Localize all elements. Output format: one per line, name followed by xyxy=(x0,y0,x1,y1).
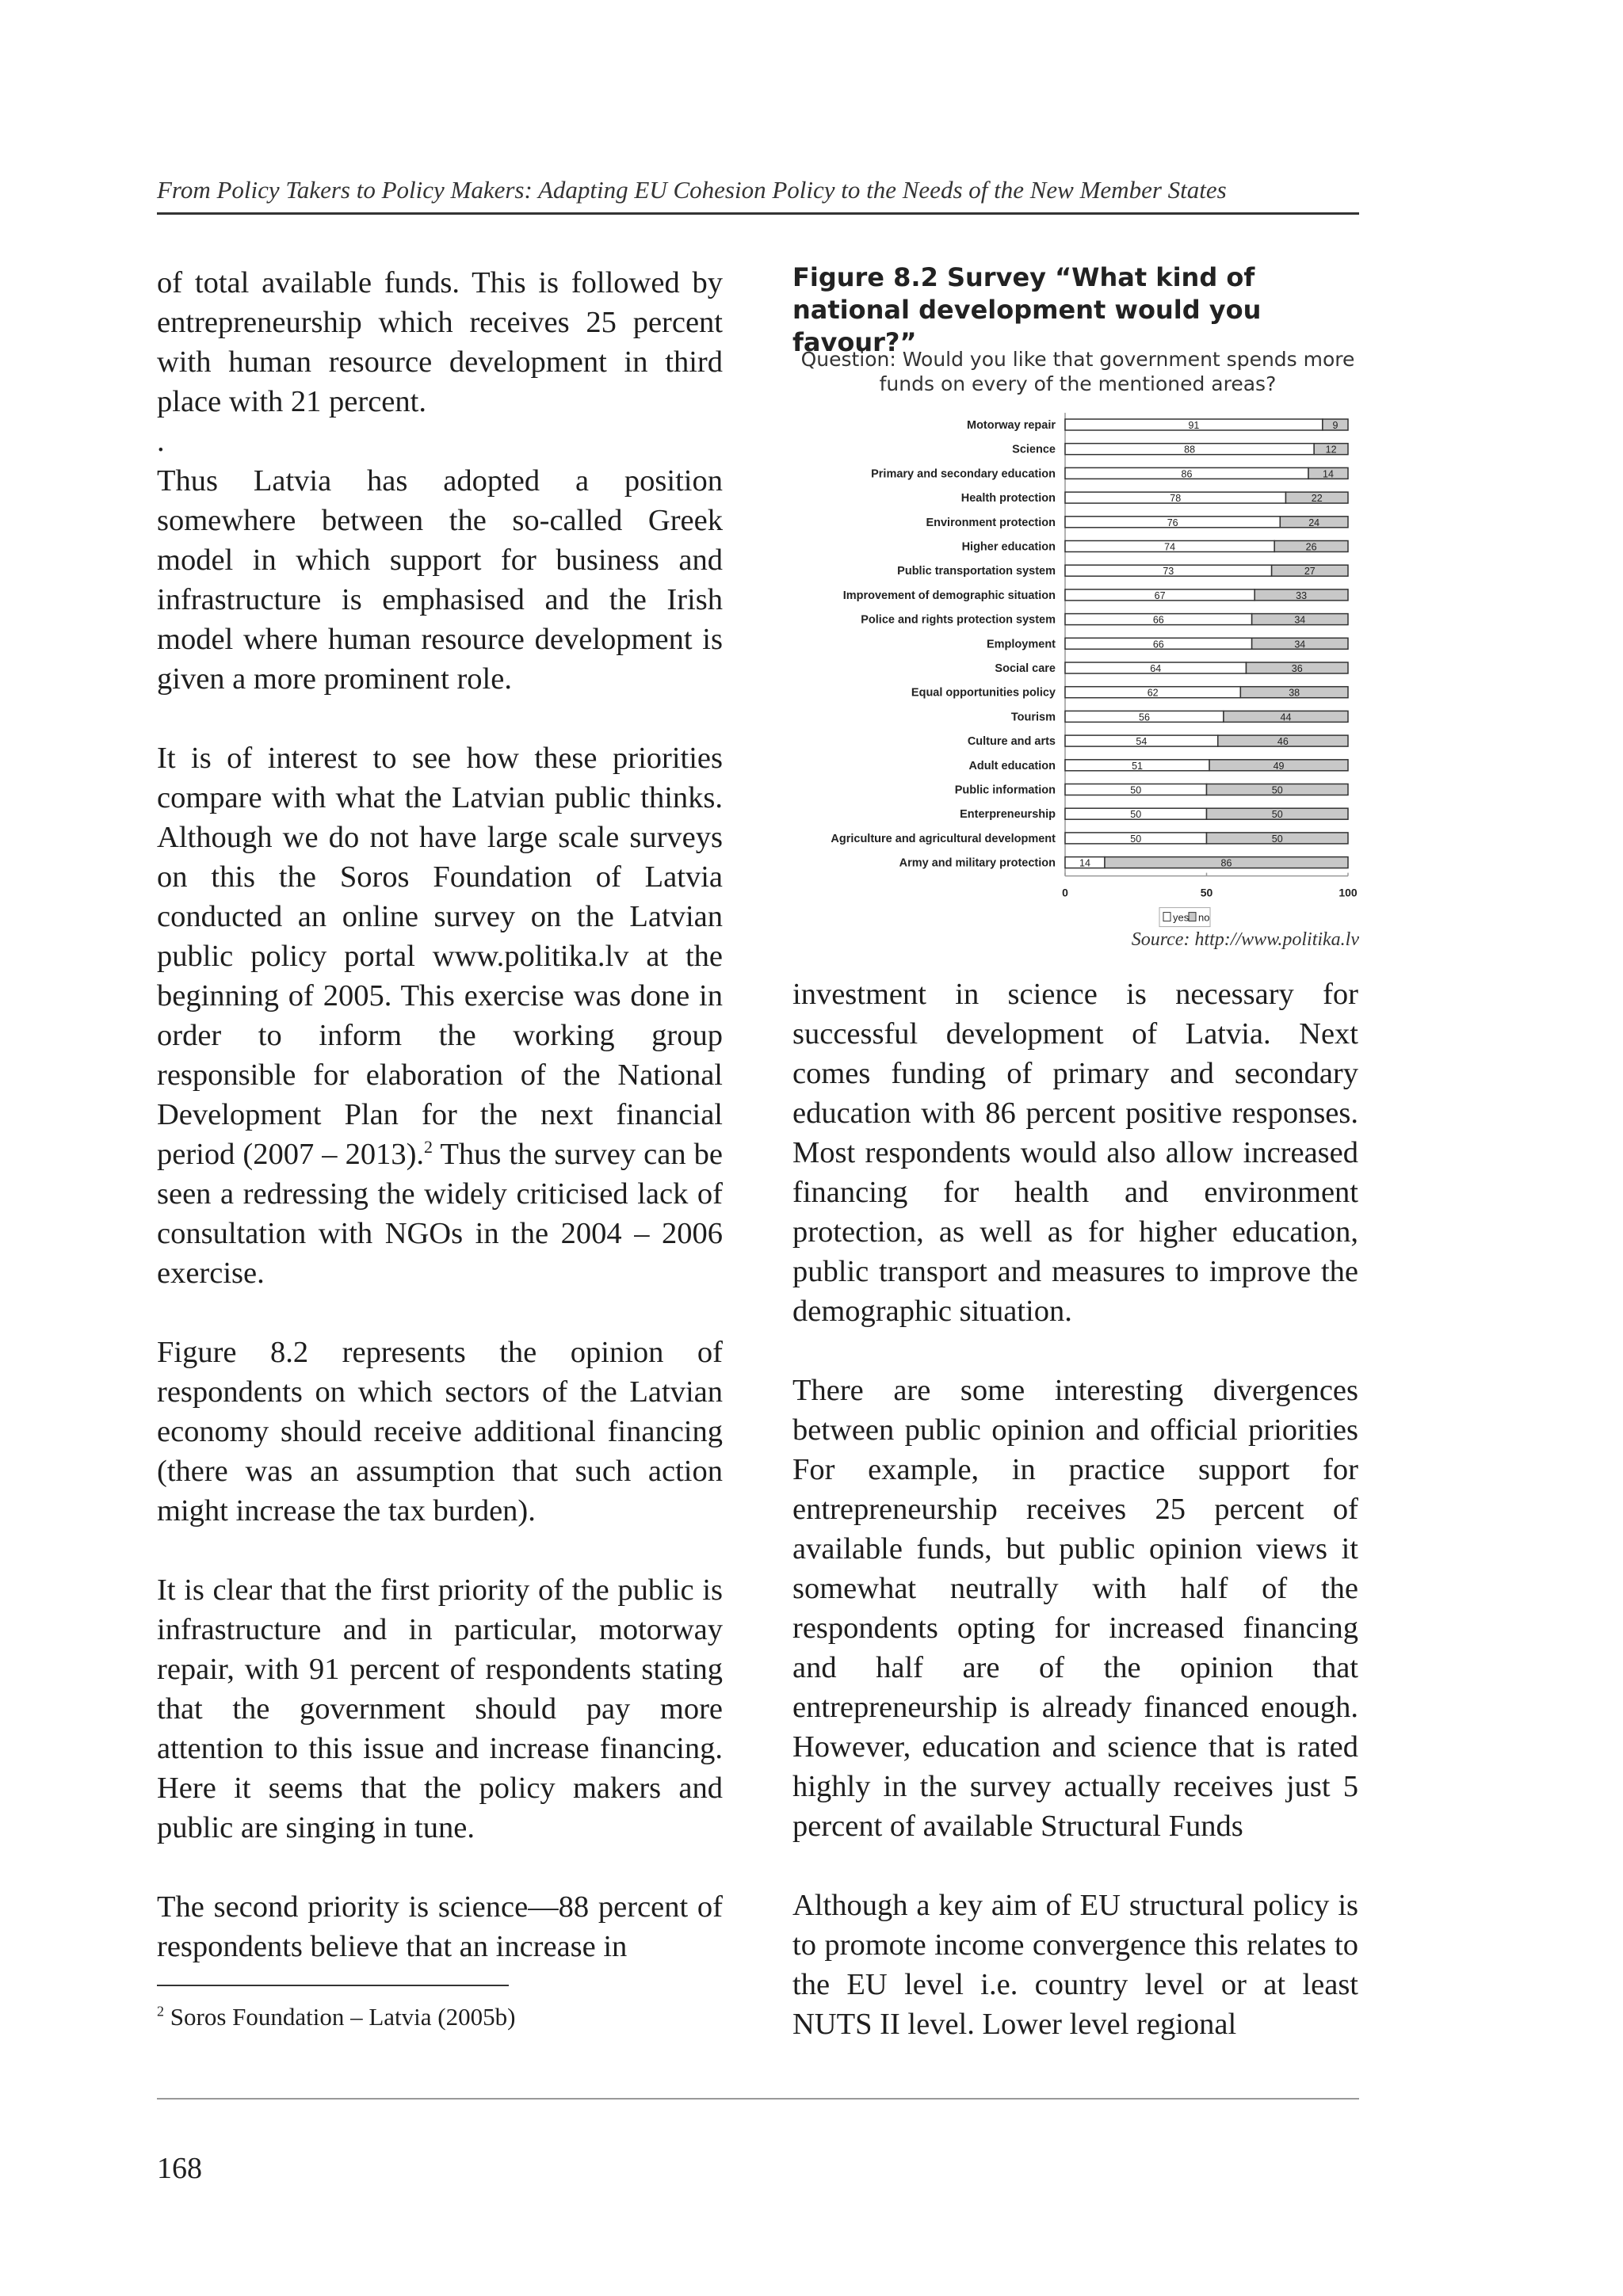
paragraph: investment in science is necessary for successful development of Latvia. Next comes funding of primary and secondary education with 86 percent positive responses. Most respondents would also allow increased financing for health and environment protection, as well as for higher education, public transport and measures to improve the demographic situation. xyxy=(792,978,1358,1328)
data-label-no: 9 xyxy=(1332,420,1338,431)
running-header: From Policy Takers to Policy Makers: Adapting EU Cohesion Policy to the Needs of the New Member States xyxy=(157,176,1227,204)
paragraph: There are some interesting divergences between public opinion and official priorities For example, in practice support for entrepreneurship receives 25 percent of available funds, but public opinion views it somewhat neutrally with half of the respondents opting for increased financing and half are of the opinion that entrepreneurship is already financed enough. However, education and science that is rated highly in the survey actually receives just 5 percent of available Structural Funds xyxy=(792,1374,1358,1843)
data-label-no: 34 xyxy=(1294,614,1306,626)
category-label: Tourism xyxy=(1010,711,1056,724)
data-label-yes: 78 xyxy=(1170,493,1182,505)
category-label: Army and military protection xyxy=(899,856,1056,870)
category-label: Public information xyxy=(954,784,1056,797)
data-label-yes: 64 xyxy=(1150,663,1162,674)
data-label-no: 38 xyxy=(1289,687,1300,699)
data-label-yes: 62 xyxy=(1147,687,1159,699)
data-label-no: 50 xyxy=(1271,784,1283,796)
legend-label-no: no xyxy=(1198,911,1210,924)
category-label: Equal opportunities policy xyxy=(911,686,1056,700)
data-label-no: 86 xyxy=(1220,857,1232,869)
data-label-no: 50 xyxy=(1271,833,1283,845)
paragraph: Although a key aim of EU structural policy is to promote income convergence this relates to the EU level i.e. country level or at least NUTS II level. Lower level regional xyxy=(792,1889,1358,2041)
data-label-yes: 67 xyxy=(1154,589,1166,601)
x-tick-label: 50 xyxy=(1200,886,1213,899)
footnote-text: Soros Foundation – Latvia (2005b) xyxy=(170,2003,516,2031)
category-label: Public transportation system xyxy=(897,565,1056,578)
data-label-yes: 50 xyxy=(1130,833,1142,845)
category-label: Improvement of demographic situation xyxy=(842,589,1056,602)
figure-question: Question: Would you like that government spends more funds on every of the mentioned areas? xyxy=(800,348,1355,395)
category-label: Social care xyxy=(995,662,1056,675)
header-rule xyxy=(157,212,1359,215)
right-column xyxy=(792,974,1358,2044)
data-label-no: 46 xyxy=(1277,736,1289,748)
data-label-yes: 50 xyxy=(1130,784,1142,796)
category-label: Primary and secondary education xyxy=(871,467,1056,481)
data-label-no: 22 xyxy=(1311,493,1323,505)
data-label-no: 34 xyxy=(1294,639,1306,650)
paragraph xyxy=(157,738,723,1293)
category-label: Environment protection xyxy=(926,516,1056,529)
category-label: Motorway repair xyxy=(967,419,1056,432)
data-label-yes: 66 xyxy=(1152,614,1164,626)
data-label-no: 49 xyxy=(1273,760,1285,772)
data-label-no: 26 xyxy=(1305,541,1317,553)
data-label-no: 12 xyxy=(1325,444,1337,456)
data-label-yes: 86 xyxy=(1181,468,1193,480)
footnote-rule xyxy=(157,1985,509,1986)
category-label: Culture and arts xyxy=(967,735,1056,749)
paragraph: Figure 8.2 represents the opinion of respondents on which sectors of the Latvian economy should receive additional financing (there was an assumption that such action might increase the tax burden). xyxy=(157,1336,723,1527)
data-label-yes: 73 xyxy=(1163,566,1174,578)
data-label-yes: 76 xyxy=(1167,517,1178,528)
data-label-no: 36 xyxy=(1291,663,1303,674)
footnote-ref: 2 xyxy=(424,1137,433,1158)
data-label-yes: 56 xyxy=(1139,711,1150,723)
footnote-number: 2 xyxy=(157,2003,164,2019)
survey-bar-chart xyxy=(785,400,1371,939)
data-label-yes: 74 xyxy=(1164,541,1176,553)
data-label-no: 33 xyxy=(1296,589,1308,601)
page-number: 168 xyxy=(157,2152,202,2185)
figure-source: Source: http://www.politika.lv xyxy=(1131,929,1359,950)
figure-title: Figure 8.2 Survey “What kind of national development would you favour?” xyxy=(792,262,1262,357)
category-label: Police and rights protection system xyxy=(861,613,1056,627)
paragraph: Thus Latvia has adopted a position somewhere between the so-called Greek model in which support for business and infrastructure is emphasised and the Irish model where human resource development is given a more prominent role. xyxy=(157,464,723,696)
data-label-no: 27 xyxy=(1304,566,1316,578)
category-label: Health protection xyxy=(960,492,1056,505)
data-label-yes: 54 xyxy=(1136,736,1148,748)
data-label-yes: 50 xyxy=(1130,809,1142,821)
category-label: Higher education xyxy=(961,540,1056,554)
category-label: Employment xyxy=(986,638,1056,651)
footnote xyxy=(157,2003,515,2031)
data-label-yes: 88 xyxy=(1184,444,1196,456)
left-column xyxy=(157,263,723,1966)
data-label-no: 14 xyxy=(1323,468,1334,480)
text: It is of interest to see how these priorities compare with what the Latvian public thinks. Although we do not have large scale surveys on this the Soros Foundation of Latvia conducted an online survey on the Latvian public policy portal www.politika.lv at the beginning of 2005. This exercise was done in order to inform the working group responsible for elaboration of the National Development Plan for the next financial period (2007 – 2013). xyxy=(157,742,723,1171)
data-label-no: 44 xyxy=(1280,711,1292,723)
data-label-yes: 91 xyxy=(1188,420,1200,431)
data-label-no: 24 xyxy=(1308,517,1320,528)
data-label-yes: 14 xyxy=(1079,857,1090,869)
data-label-yes: 51 xyxy=(1132,760,1143,772)
paragraph: The second priority is science—88 percent of respondents believe that an increase in xyxy=(157,1890,723,1963)
category-label: Agriculture and agricultural development xyxy=(831,832,1056,845)
paragraph: It is clear that the first priority of the public is infrastructure and in particular, motorway repair, with 91 percent of respondents stating that the government should pay more attention to this issue and increase financing. Here it seems that the policy makers and public are singing in tune. xyxy=(157,1573,723,1844)
text: Thus the survey can be seen a redressing the widely criticised lack of consultation with NGOs in the 2004 – 2006 exercise. xyxy=(157,1138,723,1290)
data-label-yes: 66 xyxy=(1152,639,1164,650)
legend-swatch-yes xyxy=(1163,913,1170,921)
legend-label-yes: yes xyxy=(1173,911,1190,924)
paragraph: . xyxy=(157,425,165,458)
x-tick-label: 100 xyxy=(1338,886,1358,899)
legend-swatch-no xyxy=(1189,913,1196,921)
paragraph: of total available funds. This is followed by entrepreneurship which receives 25 percent with human resource development in third place with 21 percent. xyxy=(157,266,723,418)
data-label-no: 50 xyxy=(1271,809,1283,821)
footer-rule xyxy=(157,2098,1359,2100)
category-label: Science xyxy=(1012,443,1056,456)
x-tick-label: 0 xyxy=(1062,886,1068,899)
category-label: Adult education xyxy=(968,759,1056,772)
category-label: Enterpreneurship xyxy=(960,808,1056,822)
